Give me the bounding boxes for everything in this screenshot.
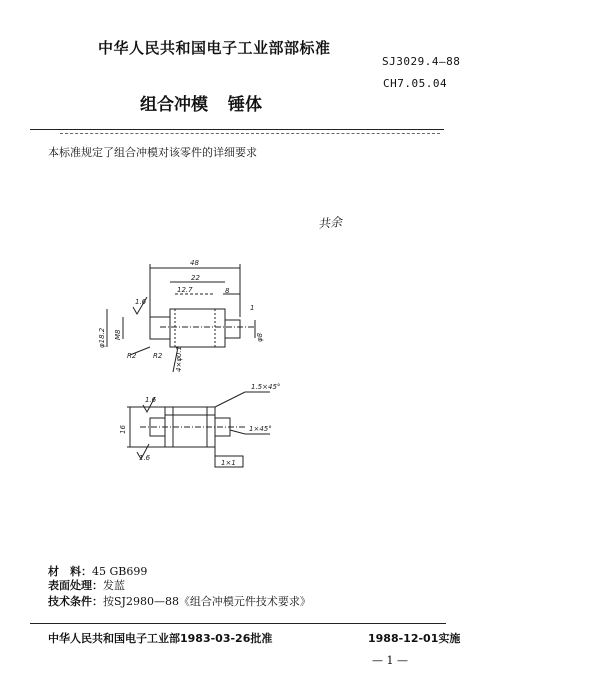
handwritten-signature: 共余 [317,214,343,232]
front-view [119,383,280,467]
tolerance-frame: 1×1 [221,459,236,467]
body-left-thread [150,317,170,339]
radius-mid: R2 [153,352,163,360]
page-number: — 1 — [372,654,408,667]
technical-conditions-row [48,593,311,609]
header-rule [30,129,444,130]
effective-date: 1988-12-01实施 [368,632,461,645]
dim-8: 8 [225,287,230,295]
material-label: 材 料： [48,565,92,578]
material-value: 45 GB699 [92,565,148,578]
dim-12-7: 12.7 [177,286,193,294]
dim-1: 1 [250,304,255,312]
standard-organization-heading: 中华人民共和国电子工业部部标准 [98,39,331,57]
radius-left: R2 [127,352,137,360]
dim-overall-length: 48 [190,259,199,267]
footer-rule [30,623,446,624]
surface-mark-front: 1.6 [145,396,157,404]
dia-right: φ8 [256,332,264,342]
height-16: 16 [119,425,127,434]
title-part-assembly: 组合冲模 [140,95,208,115]
body-right-pin [225,320,240,338]
technical-drawing [95,252,315,477]
intro-paragraph: 本标准规定了组合冲模对该零件的详细要求 [48,146,257,159]
dia-thread: M8 [114,329,122,340]
standard-code: CH7.05.04 [383,77,448,90]
surface-treatment-label: 表面处理： [48,579,103,592]
document-title [140,90,262,115]
technical-conditions-value: 按SJ2980—88《组合冲模元件技术要求》 [103,595,311,608]
surface-mark-bottom: 1.6 [139,454,151,462]
header-rule-dashed [60,133,440,134]
dim-22: 22 [191,274,200,282]
dia-left: φ18.2 [98,327,106,348]
chamfer-small: 1×45° [249,425,272,433]
chamfer-large: 1.5×45° [251,383,281,391]
surface-treatment-row [48,577,125,593]
technical-conditions-label: 技术条件： [48,595,103,608]
approval-line: 中华人民共和国电子工业部1983-03-26批准 [48,632,273,645]
title-part-part: 锤体 [228,95,262,115]
body-main [170,309,225,347]
surface-treatment-value: 发蓝 [103,579,125,592]
side-view [98,259,264,372]
hole-note: 4×φ0.1 [175,345,183,372]
standard-number: SJ3029.4—88 [382,55,461,68]
surface-mark-top: 1.6 [135,298,147,306]
